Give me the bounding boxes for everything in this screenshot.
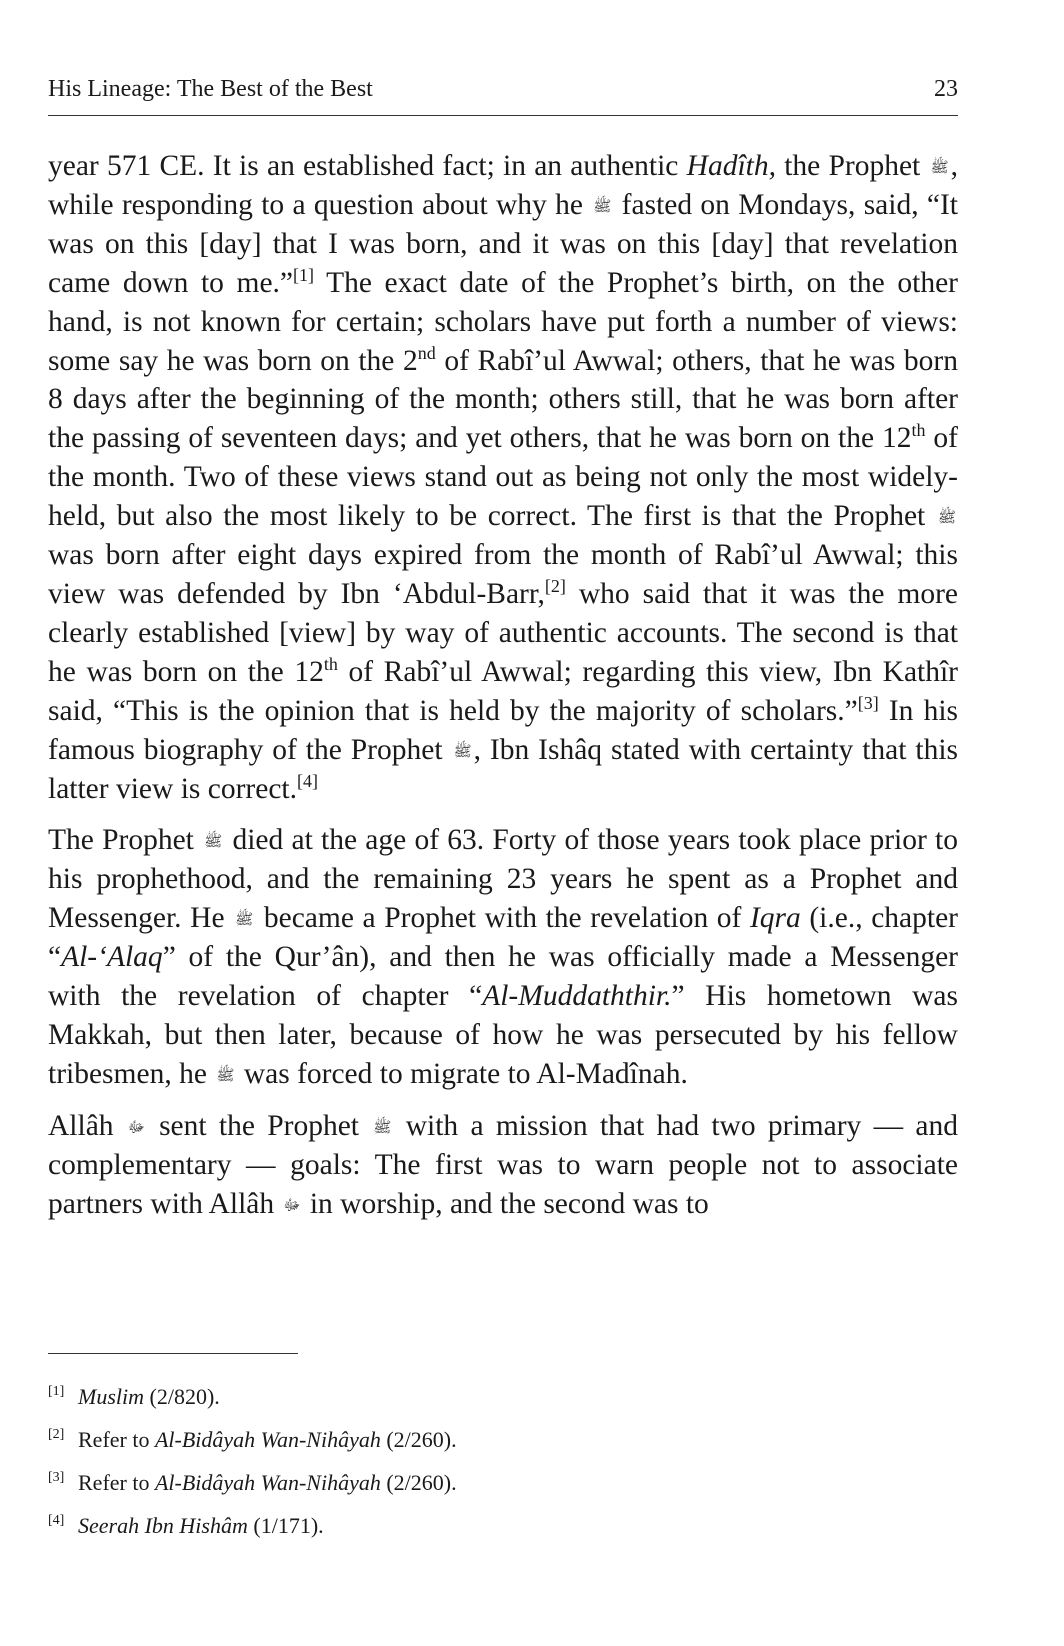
honorific-prophet-icon: ﷺ — [937, 510, 956, 527]
footnote-ref-1[interactable]: [1] — [293, 264, 315, 285]
honorific-prophet-icon: ﷺ — [453, 743, 472, 760]
honorific-prophet-icon: ﷺ — [216, 1067, 235, 1084]
footnote-3: [3] Refer to Al-Bidâyah Wan-Nihâyah (2/260). — [48, 1470, 457, 1495]
page-number: 23 — [934, 76, 958, 102]
paragraph-prophethood: The Prophet ﷺ died at the age of 63. Forty of those years took place prior to his prophethood, and the remaining 23 years he spent as a Prophet and Messenger. He ﷺ became a Prophet with the revelation of Iqra (i.e., chapter “Al-‘Alaq” of the Qur’ân), and then he was officially made a Messenger with the revelation of chapter “Al-Muddaththir.” His hometown was Makkah, but then later, because of how he was persecuted by his fellow tribesmen, he ﷺ was forced to migrate to Al-Madînah. — [48, 824, 958, 1090]
footnote-1: [1] Muslim (2/820). — [48, 1384, 220, 1409]
footnotes — [48, 1373, 958, 1545]
footnote-ref-2[interactable]: [2] — [544, 575, 566, 596]
book-page — [48, 0, 958, 1646]
body-text — [48, 147, 958, 1236]
honorific-allah-icon: ﷻ — [127, 1119, 145, 1136]
running-header — [48, 76, 958, 106]
footnote-rule — [48, 1353, 298, 1354]
footnote-2: [2] Refer to Al-Bidâyah Wan-Nihâyah (2/260). — [48, 1427, 457, 1452]
honorific-prophet-icon: ﷺ — [204, 834, 223, 851]
footnote-4: [4] Seerah Ibn Hishâm (1/171). — [48, 1513, 324, 1538]
paragraph-birth-date: year 571 CE. It is an established fact; in an authentic Hadîth, the Prophet ﷺ, while responding to a question about why he ﷺ fasted on Mondays, said, “It was on this [day] that I was born, and it was on this [day] that revelation came down to me.”[1] The exact date of the Prophet’s birth, on the other hand, is not known for certain; scholars have put forth a number of views: some say he was born on the 2nd of Rabî’ul Awwal; others, that he was born 8 days after the beginning of the month; others still, that he was born after the passing of seventeen days; and yet others, that he was born on the 12th of the month. Two of these views stand out as being not only the most widely-held, but also the most likely to be correct. The first is that the Prophet ﷺ was born after eight days expired from the month of Rabî’ul Awwal; this view was defended by Ibn ‘Abdul-Barr,[2] who said that it was the more clearly established [view] by way of authentic accounts. The second is that he was born on the 12th of Rabî’ul Awwal; regarding this view, Ibn Kathîr said, “This is the opinion that is held by the majority of scholars.”[3] In his famous biography of the Prophet ﷺ, Ibn Ishâq stated with certainty that this latter view is correct.[4] — [48, 150, 959, 805]
honorific-prophet-icon: ﷺ — [593, 198, 612, 215]
header-rule — [48, 115, 958, 116]
paragraph-mission: Allâh ﷻ sent the Prophet ﷺ with a mission that had two primary — and complementary — goals: The first was to warn people not to associate partners with Allâh ﷻ in worship, and the second was to — [48, 1109, 958, 1220]
honorific-allah-icon: ﷻ — [283, 1197, 301, 1214]
footnote-ref-4[interactable]: [4] — [297, 770, 318, 791]
honorific-prophet-icon: ﷺ — [373, 1119, 392, 1136]
footnote-ref-3[interactable]: [3] — [857, 692, 879, 713]
honorific-prophet-icon: ﷺ — [235, 912, 254, 929]
honorific-prophet-icon: ﷺ — [930, 160, 949, 176]
chapter-title: His Lineage: The Best of the Best — [48, 76, 373, 102]
